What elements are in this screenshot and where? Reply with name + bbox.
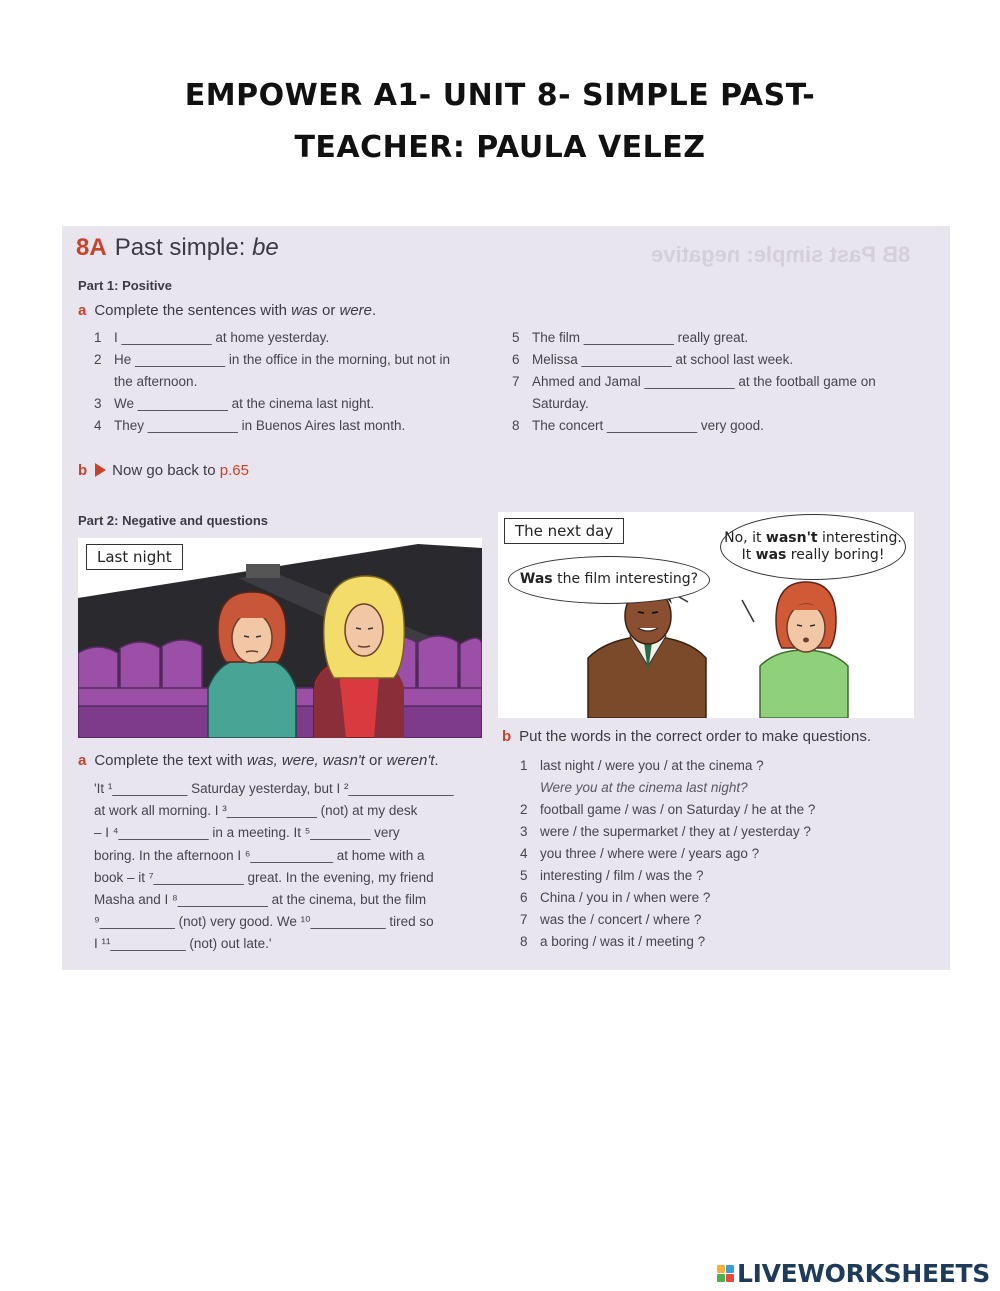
gap-fill-text-line: – I ⁴____________ in a meeting. It ⁵________ very <box>94 825 400 841</box>
item-text: Saturday. <box>532 396 589 411</box>
gap-fill-text-line: ⁹__________ (not) very good. We ¹⁰__________ tired so <box>94 914 434 930</box>
instruction-em: weren't <box>386 752 435 769</box>
question-line <box>520 780 748 795</box>
worksheet-title-line-1: EMPOWER A1- UNIT 8- SIMPLE PAST- <box>184 78 816 113</box>
instruction-text: or <box>364 752 387 769</box>
next-day-caption: The next day <box>504 518 624 544</box>
item-text: Ahmed and Jamal ____________ at the football game on <box>532 374 876 389</box>
instruction-text: . <box>434 752 439 769</box>
play-arrow-icon <box>95 463 106 477</box>
gap-fill-text-line: 'It ¹__________ Saturday yesterday, but I ²______________ <box>94 781 454 796</box>
bubble-text: It <box>741 547 756 563</box>
part1-b-instruction <box>78 462 249 479</box>
part2-b-instruction <box>502 728 871 745</box>
item-text: Were you at the cinema last night? <box>540 780 748 795</box>
cinema-illustration <box>78 538 482 738</box>
item-text: I ____________ at home yesterday. <box>114 330 330 345</box>
item-text: The concert ____________ very good. <box>532 418 764 433</box>
textbook-page-scan <box>62 226 950 970</box>
instruction-text: Now go back to <box>112 462 220 479</box>
item-text: Melissa ____________ at school last week. <box>532 352 794 367</box>
bubble-text: No, it <box>724 529 766 546</box>
page-reference: p.65 <box>219 462 249 479</box>
item-text: He ____________ in the office in the morning, but not in <box>114 352 450 367</box>
bubble-bold-word: wasn't <box>765 529 818 546</box>
unit-heading <box>76 234 279 262</box>
question-speech-bubble <box>508 556 710 604</box>
exercise-line <box>512 374 876 389</box>
instruction-text: Put the words in the correct order to make questions. <box>519 728 872 745</box>
answer-speech-bubble <box>720 514 906 580</box>
bubble-text: interesting. <box>817 529 902 546</box>
exercise-line <box>512 352 793 367</box>
instruction-text: or <box>317 302 340 319</box>
question-line <box>520 824 811 839</box>
bleed-through-heading: 8B Past simple: negative <box>650 242 910 267</box>
question-line <box>520 912 701 927</box>
part1-a-instruction <box>78 302 376 319</box>
part2-heading: Part 2: Negative and questions <box>78 513 268 528</box>
bubble-bold-word: was <box>755 547 787 563</box>
item-number: 4 <box>520 846 528 861</box>
item-number: 3 <box>94 396 102 411</box>
item-number: 5 <box>520 868 528 883</box>
exercise-letter: a <box>78 302 87 319</box>
exercise-line <box>94 396 374 411</box>
item-text: were / the supermarket / they at / yesterday ? <box>540 824 811 839</box>
gap-fill-text-line: book – it ⁷____________ great. In the evening, my friend <box>94 869 434 885</box>
worksheet-title-line-2: TEACHER: PAULA VELEZ <box>294 130 706 165</box>
instruction-text: Complete the text with <box>94 752 247 769</box>
question-line <box>520 802 815 817</box>
unit-title-prefix: Past simple: <box>114 234 253 261</box>
exercise-line <box>94 330 329 345</box>
item-number: 1 <box>520 758 528 773</box>
liveworksheets-logo-icon <box>717 1265 734 1282</box>
gap-fill-text-line: Masha and I ⁸____________ at the cinema, but the film <box>94 892 427 907</box>
item-number: 7 <box>520 912 528 927</box>
instruction-em: was, were, wasn't <box>246 752 365 769</box>
item-number: 2 <box>94 352 102 367</box>
item-number: 8 <box>520 934 528 949</box>
item-text: China / you in / when were ? <box>540 890 711 905</box>
item-number: 7 <box>512 374 520 389</box>
exercise-letter: a <box>78 752 87 769</box>
last-night-caption: Last night <box>86 544 183 570</box>
instruction-text: . <box>372 302 377 319</box>
item-number: 4 <box>94 418 102 433</box>
exercise-line <box>94 352 450 367</box>
unit-number: 8A <box>76 234 107 261</box>
bubble-text: the film interesting? <box>552 571 699 588</box>
item-number: 5 <box>512 330 520 345</box>
item-text: last night / were you / at the cinema ? <box>540 758 764 773</box>
exercise-line <box>512 330 748 345</box>
item-text: football game / was / on Saturday / he at the ? <box>540 802 816 817</box>
part1-heading: Part 1: Positive <box>78 278 172 293</box>
exercise-line <box>94 374 197 389</box>
item-text: We ____________ at the cinema last night. <box>114 396 375 411</box>
item-number: 6 <box>520 890 528 905</box>
instruction-text: Complete the sentences with <box>94 302 292 319</box>
exercise-line <box>94 418 405 433</box>
item-text: was the / concert / where ? <box>540 912 702 927</box>
liveworksheets-logo <box>717 1259 990 1288</box>
instruction-em: were <box>339 302 373 319</box>
item-text: you three / where were / years ago ? <box>540 846 760 861</box>
gap-fill-text-line: I ¹¹__________ (not) out late.' <box>94 936 272 952</box>
exercise-line <box>512 396 589 411</box>
item-number: 2 <box>520 802 528 817</box>
exercise-line <box>512 418 764 433</box>
item-number: 6 <box>512 352 520 367</box>
next-day-illustration <box>498 512 914 718</box>
item-text: They ____________ in Buenos Aires last month. <box>114 418 406 433</box>
instruction-em: was <box>291 302 318 319</box>
question-line <box>520 934 705 949</box>
exercise-letter: b <box>502 728 512 745</box>
item-number: 1 <box>94 330 102 345</box>
question-line <box>520 758 764 773</box>
item-number: 8 <box>512 418 520 433</box>
gap-fill-text-line: at work all morning. I ³____________ (not) at my desk <box>94 803 418 819</box>
question-line <box>520 890 710 905</box>
item-number: 3 <box>520 824 528 839</box>
gap-fill-text-line: boring. In the afternoon I ⁶___________ at home with a <box>94 847 425 863</box>
item-text: The film ____________ really great. <box>532 330 749 345</box>
item-text: a boring / was it / meeting ? <box>540 934 706 949</box>
unit-title-em: be <box>252 234 279 261</box>
bubble-text: really boring! <box>786 547 885 563</box>
item-text: the afternoon. <box>114 374 198 389</box>
question-line <box>520 868 704 883</box>
part2-a-instruction <box>78 752 439 769</box>
exercise-letter: b <box>78 462 88 479</box>
brand-name: LIVEWORKSHEETS <box>736 1259 990 1288</box>
item-text: interesting / film / was the ? <box>540 868 704 883</box>
question-line <box>520 846 759 861</box>
bubble-bold-word: Was <box>519 571 553 588</box>
